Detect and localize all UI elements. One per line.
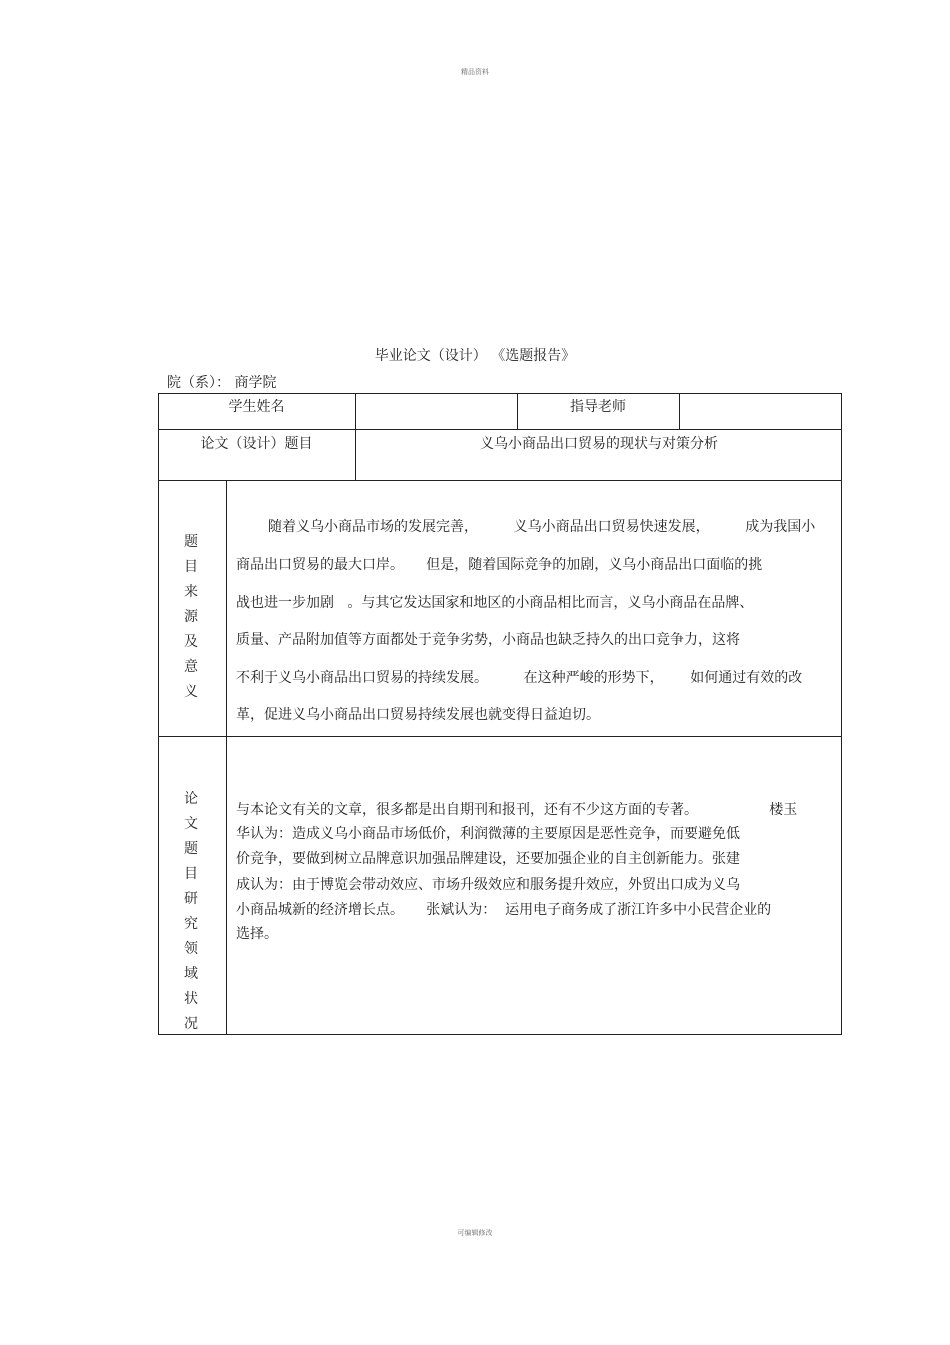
section1-label-char: 目 xyxy=(184,559,198,575)
paragraph-line: 小商品城新的经济增长点。 张斌认为： 运用电子商务成了浙江许多中小民营企业的 xyxy=(236,902,772,918)
paragraph-line: 华认为：造成义乌小商品市场低价，利润微薄的主要原因是恶性竞争，而要避免低 xyxy=(236,826,740,842)
section1-label-char: 意 xyxy=(184,659,198,675)
col-divider xyxy=(226,480,227,1035)
student-name-label: 学生姓名 xyxy=(228,399,285,415)
paragraph-line: 成认为：由于博览会带动效应、市场升级效应和服务提升效应，外贸出口成为义乌 xyxy=(236,877,740,893)
paragraph-line: 战也进一步加剧 。与其它发达国家和地区的小商品相比而言，义乌小商品在品牌、 xyxy=(236,595,754,611)
col-divider xyxy=(679,393,680,430)
paragraph-line: 选择。 xyxy=(236,926,278,942)
document-title: 毕业论文（设计） 《选题报告》 xyxy=(374,348,576,364)
paragraph-line: 质量、产品附加值等方面都处于竞争劣势，小商品也缺乏持久的出口竞争力，这将 xyxy=(236,632,740,648)
paragraph-line: 与本论文有关的文章，很多都是出自期刊和报刊，还有不少这方面的专著。 楼玉 xyxy=(236,802,798,818)
topic-value: 义乌小商品出口贸易的现状与对策分析 xyxy=(480,436,718,452)
section2-label-char: 目 xyxy=(184,866,198,882)
section2-label-char: 域 xyxy=(184,966,198,982)
section2-label-char: 领 xyxy=(184,941,198,957)
footer-note: 可编辑修改 xyxy=(457,1229,493,1237)
section2-label-char: 状 xyxy=(184,991,198,1007)
header-note: 精品资料 xyxy=(461,68,489,76)
paragraph-line: 价竞争，要做到树立品牌意识加强品牌建设，还要加强企业的自主创新能力。张建 xyxy=(236,851,740,867)
section1-label-char: 题 xyxy=(184,534,198,550)
section2-label-char: 论 xyxy=(184,791,198,807)
advisor-label: 指导老师 xyxy=(570,399,626,415)
section2-label-char: 研 xyxy=(184,891,198,907)
section2-label-char: 况 xyxy=(184,1016,198,1032)
row-divider xyxy=(158,480,842,481)
section2-label-char: 文 xyxy=(184,816,198,832)
paragraph-line: 随着义乌小商品市场的发展完善， 义乌小商品出口贸易快速发展， 成为我国小 xyxy=(268,519,816,535)
section1-label-char: 源 xyxy=(184,609,198,625)
section1-label-char: 及 xyxy=(184,634,198,650)
row-divider xyxy=(158,429,842,430)
row-divider xyxy=(158,736,842,737)
section2-label-char: 题 xyxy=(184,841,198,857)
paragraph-line: 不利于义乌小商品出口贸易的持续发展。 在这种严峻的形势下， 如何通过有效的改 xyxy=(236,670,803,686)
section1-label-char: 义 xyxy=(184,684,198,700)
section1-label-char: 来 xyxy=(184,584,198,600)
department-line: 院（系）： 商学院 xyxy=(167,375,277,391)
paragraph-line: 商品出口贸易的最大口岸。 但是，随着国际竞争的加剧，义乌小商品出口面临的挑 xyxy=(236,557,763,573)
topic-label: 论文（设计）题目 xyxy=(200,436,313,452)
paragraph-line: 革，促进义乌小商品出口贸易持续发展也就变得日益迫切。 xyxy=(236,707,600,723)
col-divider xyxy=(355,393,356,430)
section2-label-char: 究 xyxy=(184,916,198,932)
